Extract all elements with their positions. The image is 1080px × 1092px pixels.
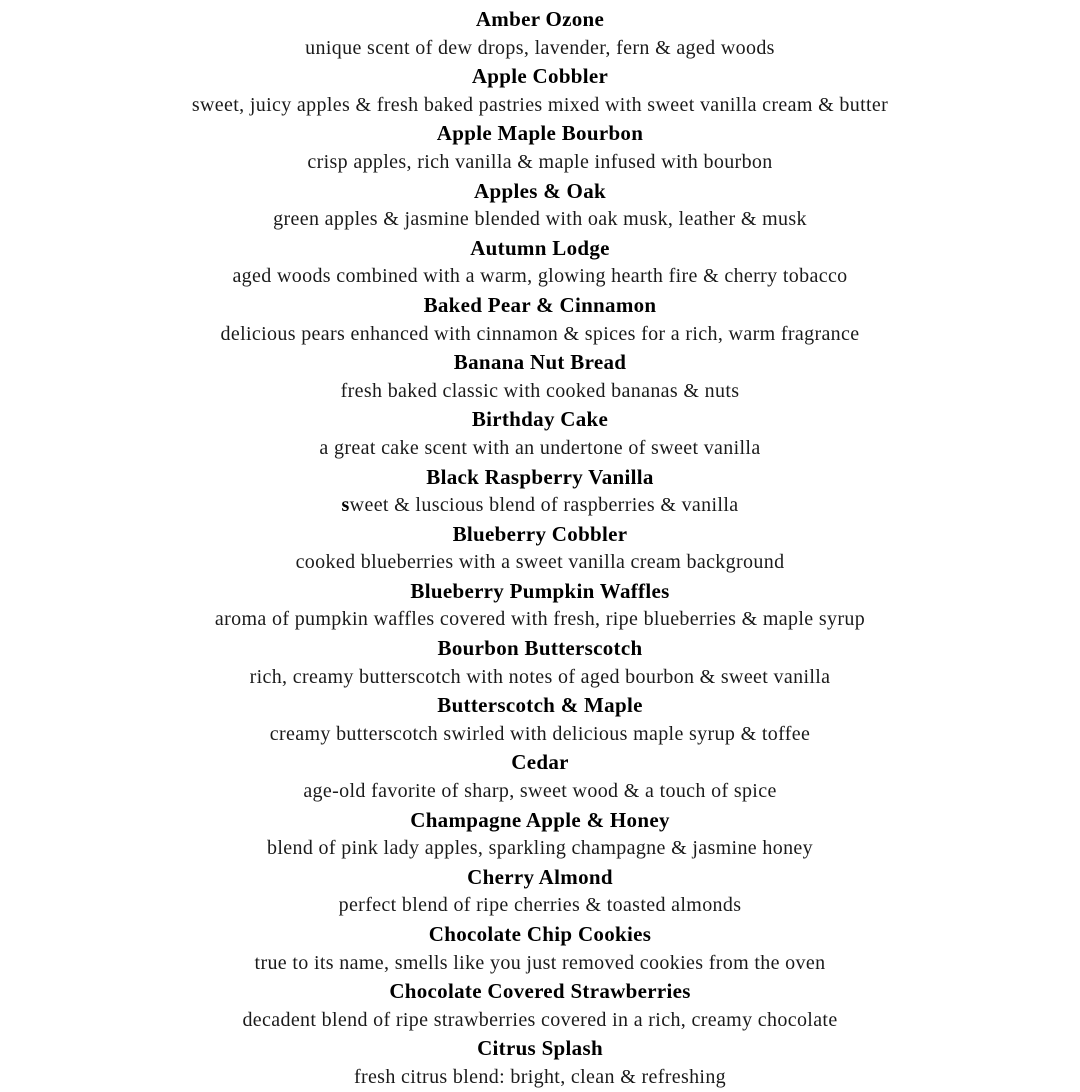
scent-name: Chocolate Chip Cookies [428,922,652,946]
scent-entry [0,748,1080,805]
scent-entry [0,405,1080,462]
scent-entry [0,577,1080,634]
scent-entry [0,463,1080,520]
scent-description: rich, creamy butterscotch with notes of aged bourbon & sweet vanilla [249,665,831,688]
scent-name: Apple Cobbler [471,64,609,89]
scent-description: creamy butterscotch swirled with delicious maple syrup & toffee [269,722,811,745]
scent-description: fresh citrus blend: bright, clean & refreshing [353,1065,727,1088]
scent-name: Baked Pear & Cinnamon [423,292,657,317]
scent-entry [0,691,1080,748]
scent-entry [0,177,1080,234]
scent-entry [0,234,1080,291]
scent-description: delicious pears enhanced with cinnamon & spices for a rich, warm fragrance [220,322,860,345]
scent-entry [0,634,1080,691]
scent-entry [0,977,1080,1034]
scent-name: Champagne Apple & Honey [410,807,670,832]
scent-name: Apples & Oak [474,178,606,203]
scent-description: a great cake scent with an undertone of sweet vanilla [319,436,761,459]
scent-name: Banana Nut Bread [453,350,627,375]
scent-entry [0,520,1080,577]
scent-entry [0,119,1080,176]
scent-name: Butterscotch & Maple [437,693,643,718]
scent-name: Amber Ozone [475,7,605,31]
scent-description: perfect blend of ripe cherries & toasted almonds [338,894,742,917]
scent-description: decadent blend of ripe strawberries covered in a rich, creamy chocolate [242,1008,838,1031]
scent-name: Apple Maple Bourbon [436,121,644,146]
scent-name: Birthday Cake [471,407,609,432]
scent-name: Black Raspberry Vanilla [426,464,654,489]
scent-entry [0,5,1080,62]
scent-name: Blueberry Pumpkin Waffles [410,578,670,603]
scent-description: aroma of pumpkin waffles covered with fresh, ripe blueberries & maple syrup [214,608,866,631]
scent-name: Cedar [511,750,569,775]
scent-description: sweet, juicy apples & fresh baked pastries mixed with sweet vanilla cream & butter [191,93,889,116]
scent-entry [0,291,1080,348]
scent-entry [0,806,1080,863]
scent-entry [0,348,1080,405]
scent-name: Blueberry Cobbler [452,521,628,546]
scent-description: aged woods combined with a warm, glowing hearth fire & cherry tobacco [232,265,848,288]
scent-name: Autumn Lodge [470,235,610,260]
scent-name: Cherry Almond [467,864,613,889]
scent-description: unique scent of dew drops, lavender, fern & aged woods [305,36,775,59]
scent-entry [0,62,1080,119]
scent-description: green apples & jasmine blended with oak musk, leather & musk [273,208,807,231]
scent-description: crisp apples, rich vanilla & maple infused with bourbon [307,150,773,173]
scent-description: true to its name, smells like you just removed cookies from the oven [254,951,826,974]
scent-description: cooked blueberries with a sweet vanilla cream background [295,551,785,574]
scent-name: Citrus Splash [477,1036,603,1061]
scent-entry [0,920,1080,977]
scent-description: fresh baked classic with cooked bananas & nuts [340,379,740,402]
scent-entry [0,863,1080,920]
scent-name: Bourbon Butterscotch [437,636,643,661]
scent-description: blend of pink lady apples, sparkling champagne & jasmine honey [266,837,814,860]
scent-description: age-old favorite of sharp, sweet wood & a touch of spice [303,780,777,803]
scent-entry [0,1034,1080,1091]
scent-name: Chocolate Covered Strawberries [389,979,691,1004]
scent-description: sweet & luscious blend of raspberries & vanilla [341,494,739,517]
